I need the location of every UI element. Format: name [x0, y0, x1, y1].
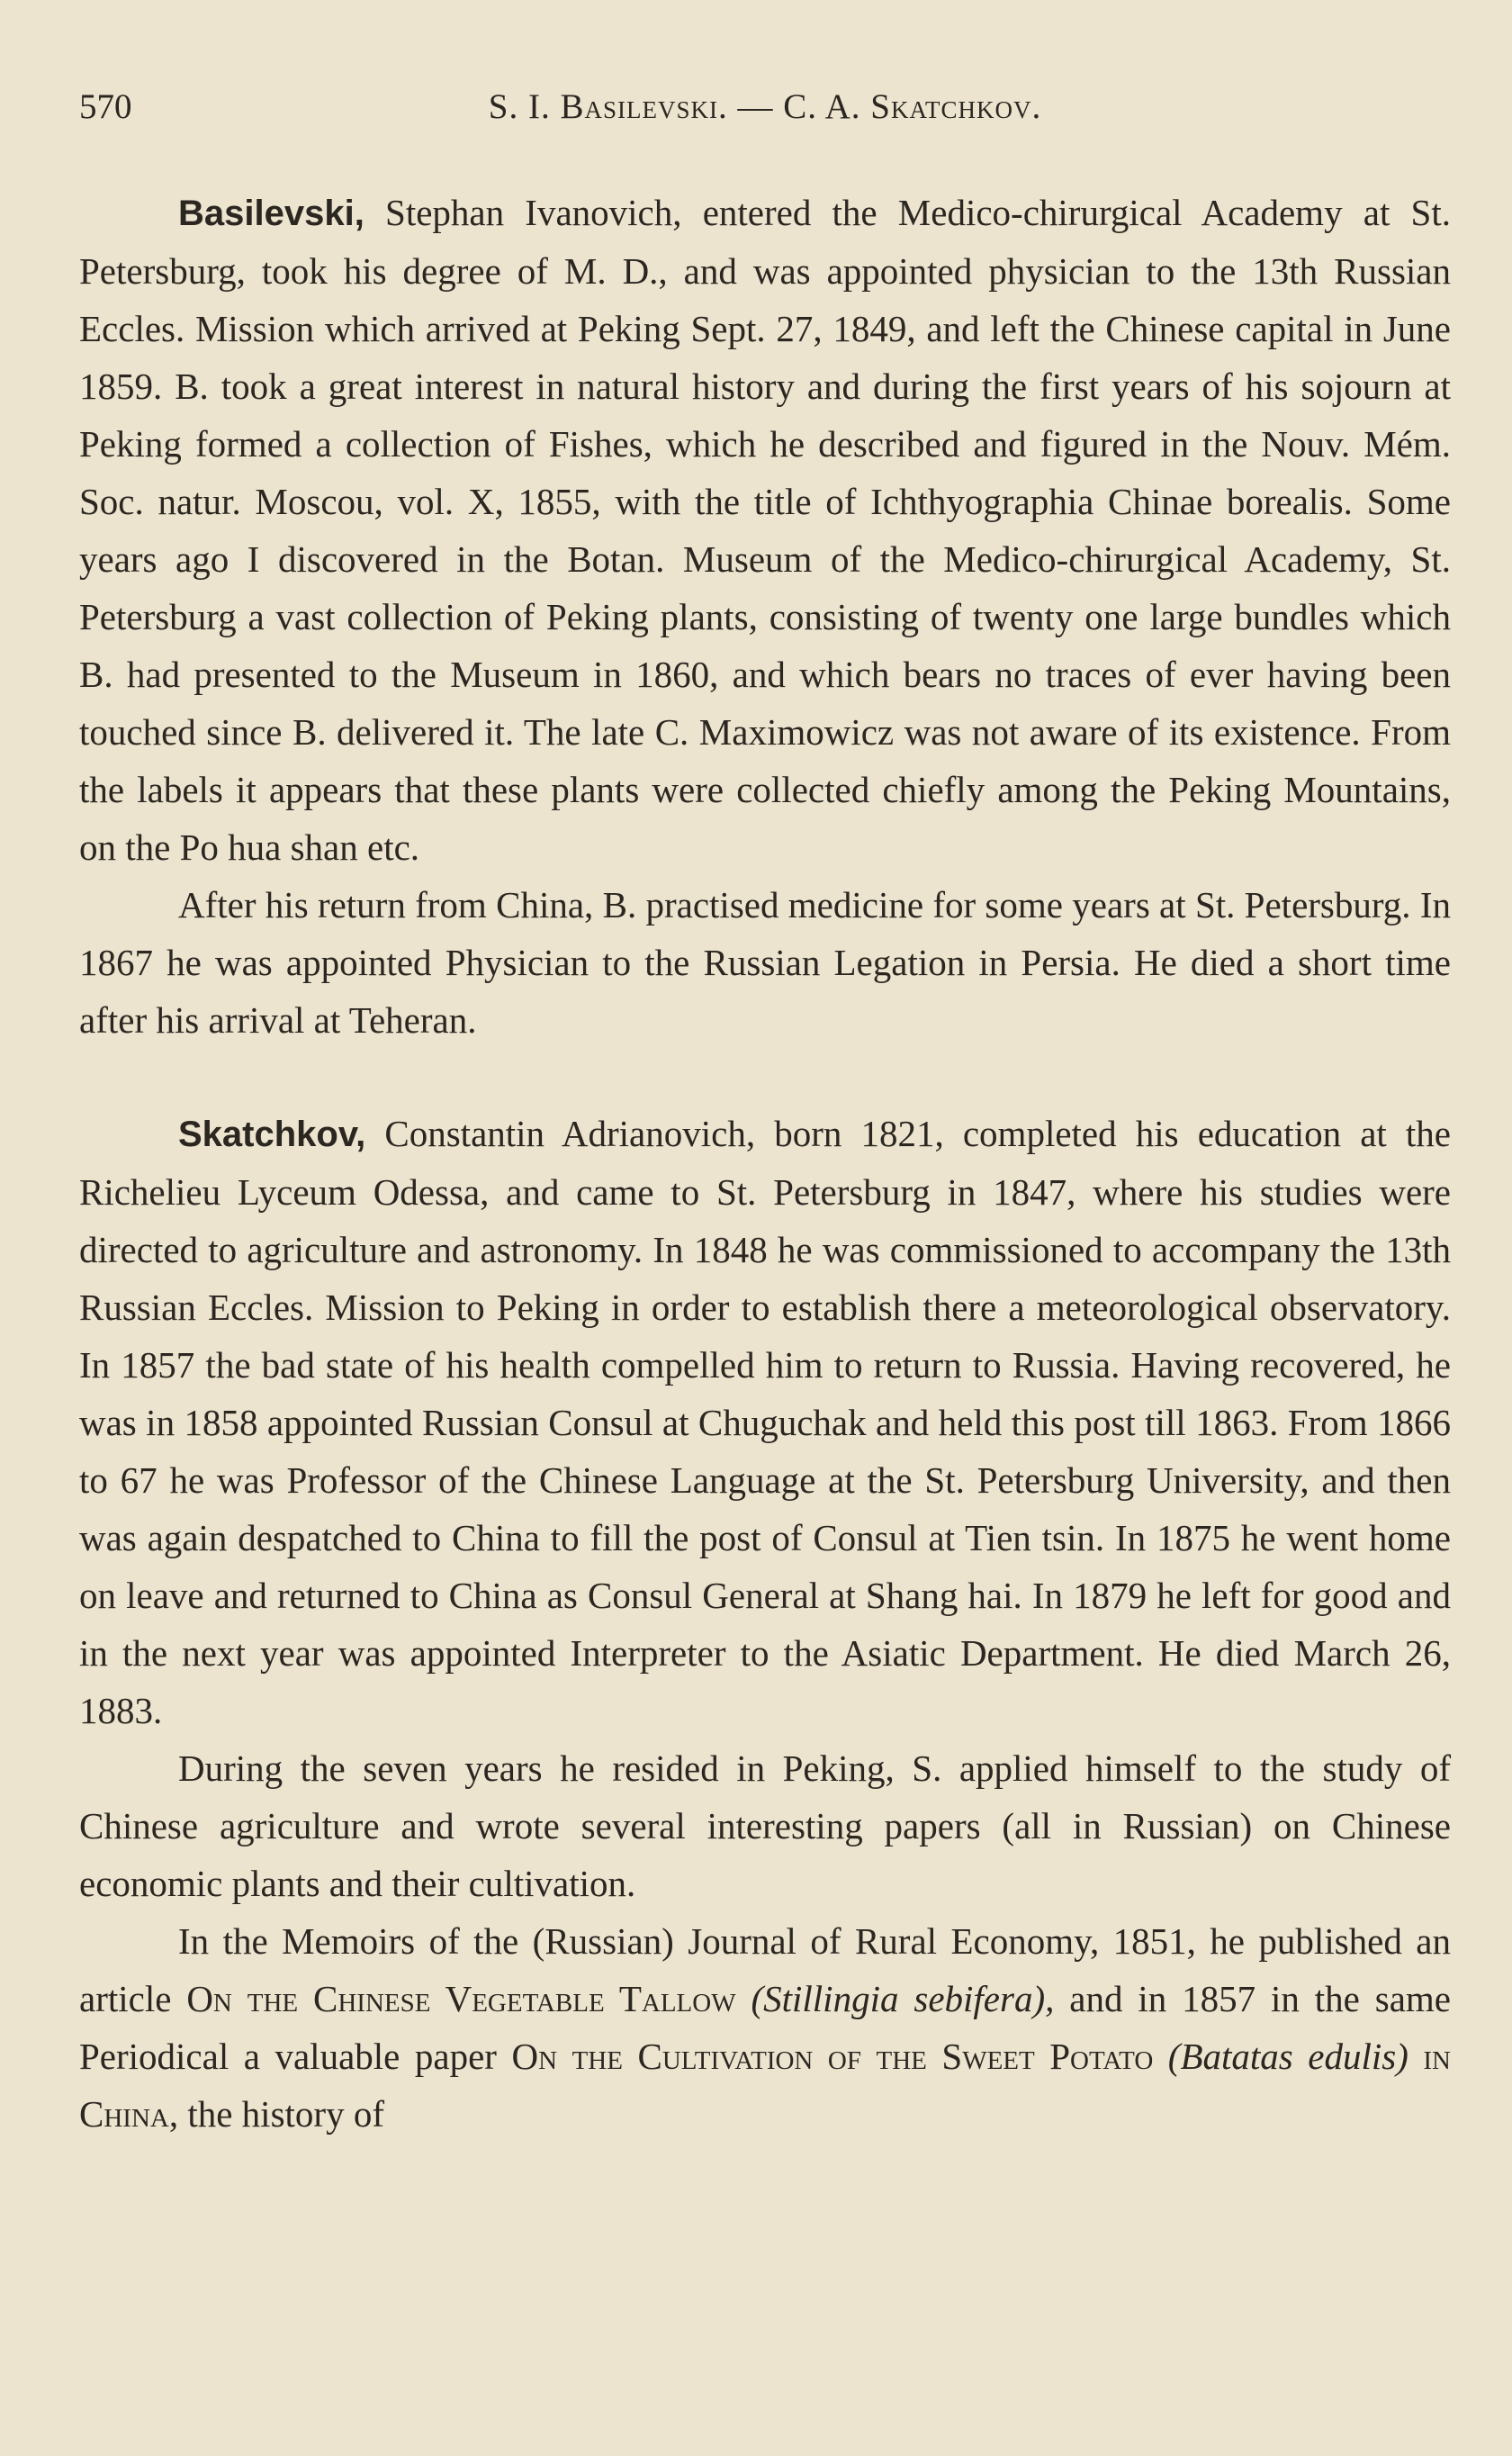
paragraph — [79, 1912, 1451, 2143]
entry-name: Basilevski, — [178, 194, 364, 233]
entry-skatchkov — [79, 1105, 1451, 2143]
paragraph: After his return from China, B. practised medicine for some years at St. Petersburg. In 1867 he was appointed Physician to the Russian Legation in Persia. He died a short time after his arrival at Teheran. — [79, 884, 1451, 1041]
running-head — [79, 86, 1451, 149]
species-name: (Stillingia sebifera), — [751, 1978, 1055, 2019]
paragraph-text: Stephan Ivanovich, entered the Medico-chirurgical Academy at St. Petersburg, took his degree of M. D., and was appointed physician to the 13th Russian Eccles. Mission which arrived at Peking Sept. 27, 1849, and left the Chinese capital in June 1859. B. took a great interest in natural history and during the first years of his sojourn at Peking formed a collection of Fishes, which he described and figured in the Nouv. Mém. Soc. natur. Moscou, vol. X, 1855, with the title of Ichthyographia Chinae borealis. Some years ago I discovered in the Botan. Museum of the Medico-chirurgical Academy, St. Petersburg a vast collection of Peking plants, consisting of twenty one large bundles which B. had presented to the Museum in 1860, and which bears no traces of ever having been touched since B. delivered it. The late C. Maximowicz was not aware of its existence. From the labels it appears that these plants were collected chiefly among the Peking Mountains, on the Po hua shan etc. — [79, 192, 1451, 868]
article-title: On the Chinese Vegetable Tallow — [186, 1978, 736, 2019]
paragraph-text: and in 1857 in the same Periodical a valuable paper — [79, 1978, 1451, 2077]
species-name: (Batatas edulis) — [1167, 2036, 1408, 2077]
paragraph-text: , the history of — [168, 2093, 384, 2135]
paragraph-text: In the Memoirs of the (Russian) Journal of Rural Economy, 1851, he published an article — [79, 1920, 1451, 2019]
article-title: On the Cultivation of the Sweet Potato — [511, 2036, 1154, 2077]
page-number: 570 — [79, 87, 132, 126]
paragraph — [79, 184, 1451, 876]
paragraph — [79, 1105, 1451, 1739]
space — [736, 1978, 752, 2019]
space — [1408, 2036, 1424, 2077]
running-head-title: S. I. Basilevski. — C. A. Skatchkov. — [488, 87, 1042, 126]
article-title: in China — [79, 2036, 1451, 2135]
page — [79, 86, 1451, 2143]
entry-name: Skatchkov, — [178, 1115, 366, 1154]
paragraph: During the seven years he resided in Peking, S. applied himself to the study of Chinese agriculture and wrote several interesting papers (all in Russian) on Chinese economic plants and their cultivation. — [79, 1747, 1451, 1904]
entry-basilevski — [79, 184, 1451, 1049]
paragraph-text: Constantin Adrianovich, born 1821, completed his education at the Richelieu Lyceum Odessa, and came to St. Petersburg in 1847, where his studies were directed to agriculture and astronomy. In 1848 he was commissioned to accompany the 13th Russian Eccles. Mission to Peking in order to establish there a meteorological observatory. In 1857 the bad state of his health compelled him to return to Russia. Having recovered, he was in 1858 appointed Russian Consul at Chuguchak and held this post till 1863. From 1866 to 67 he was Professor of the Chinese Language at the St. Petersburg University, and then was again despatched to China to fill the post of Consul at Tien tsin. In 1875 he went home on leave and returned to China as Consul General at Shang hai. In 1879 he left for good and in the next year was appointed Interpreter to the Asiatic Department. He died March 26, 1883. — [79, 1113, 1451, 1731]
space — [1153, 2036, 1168, 2077]
